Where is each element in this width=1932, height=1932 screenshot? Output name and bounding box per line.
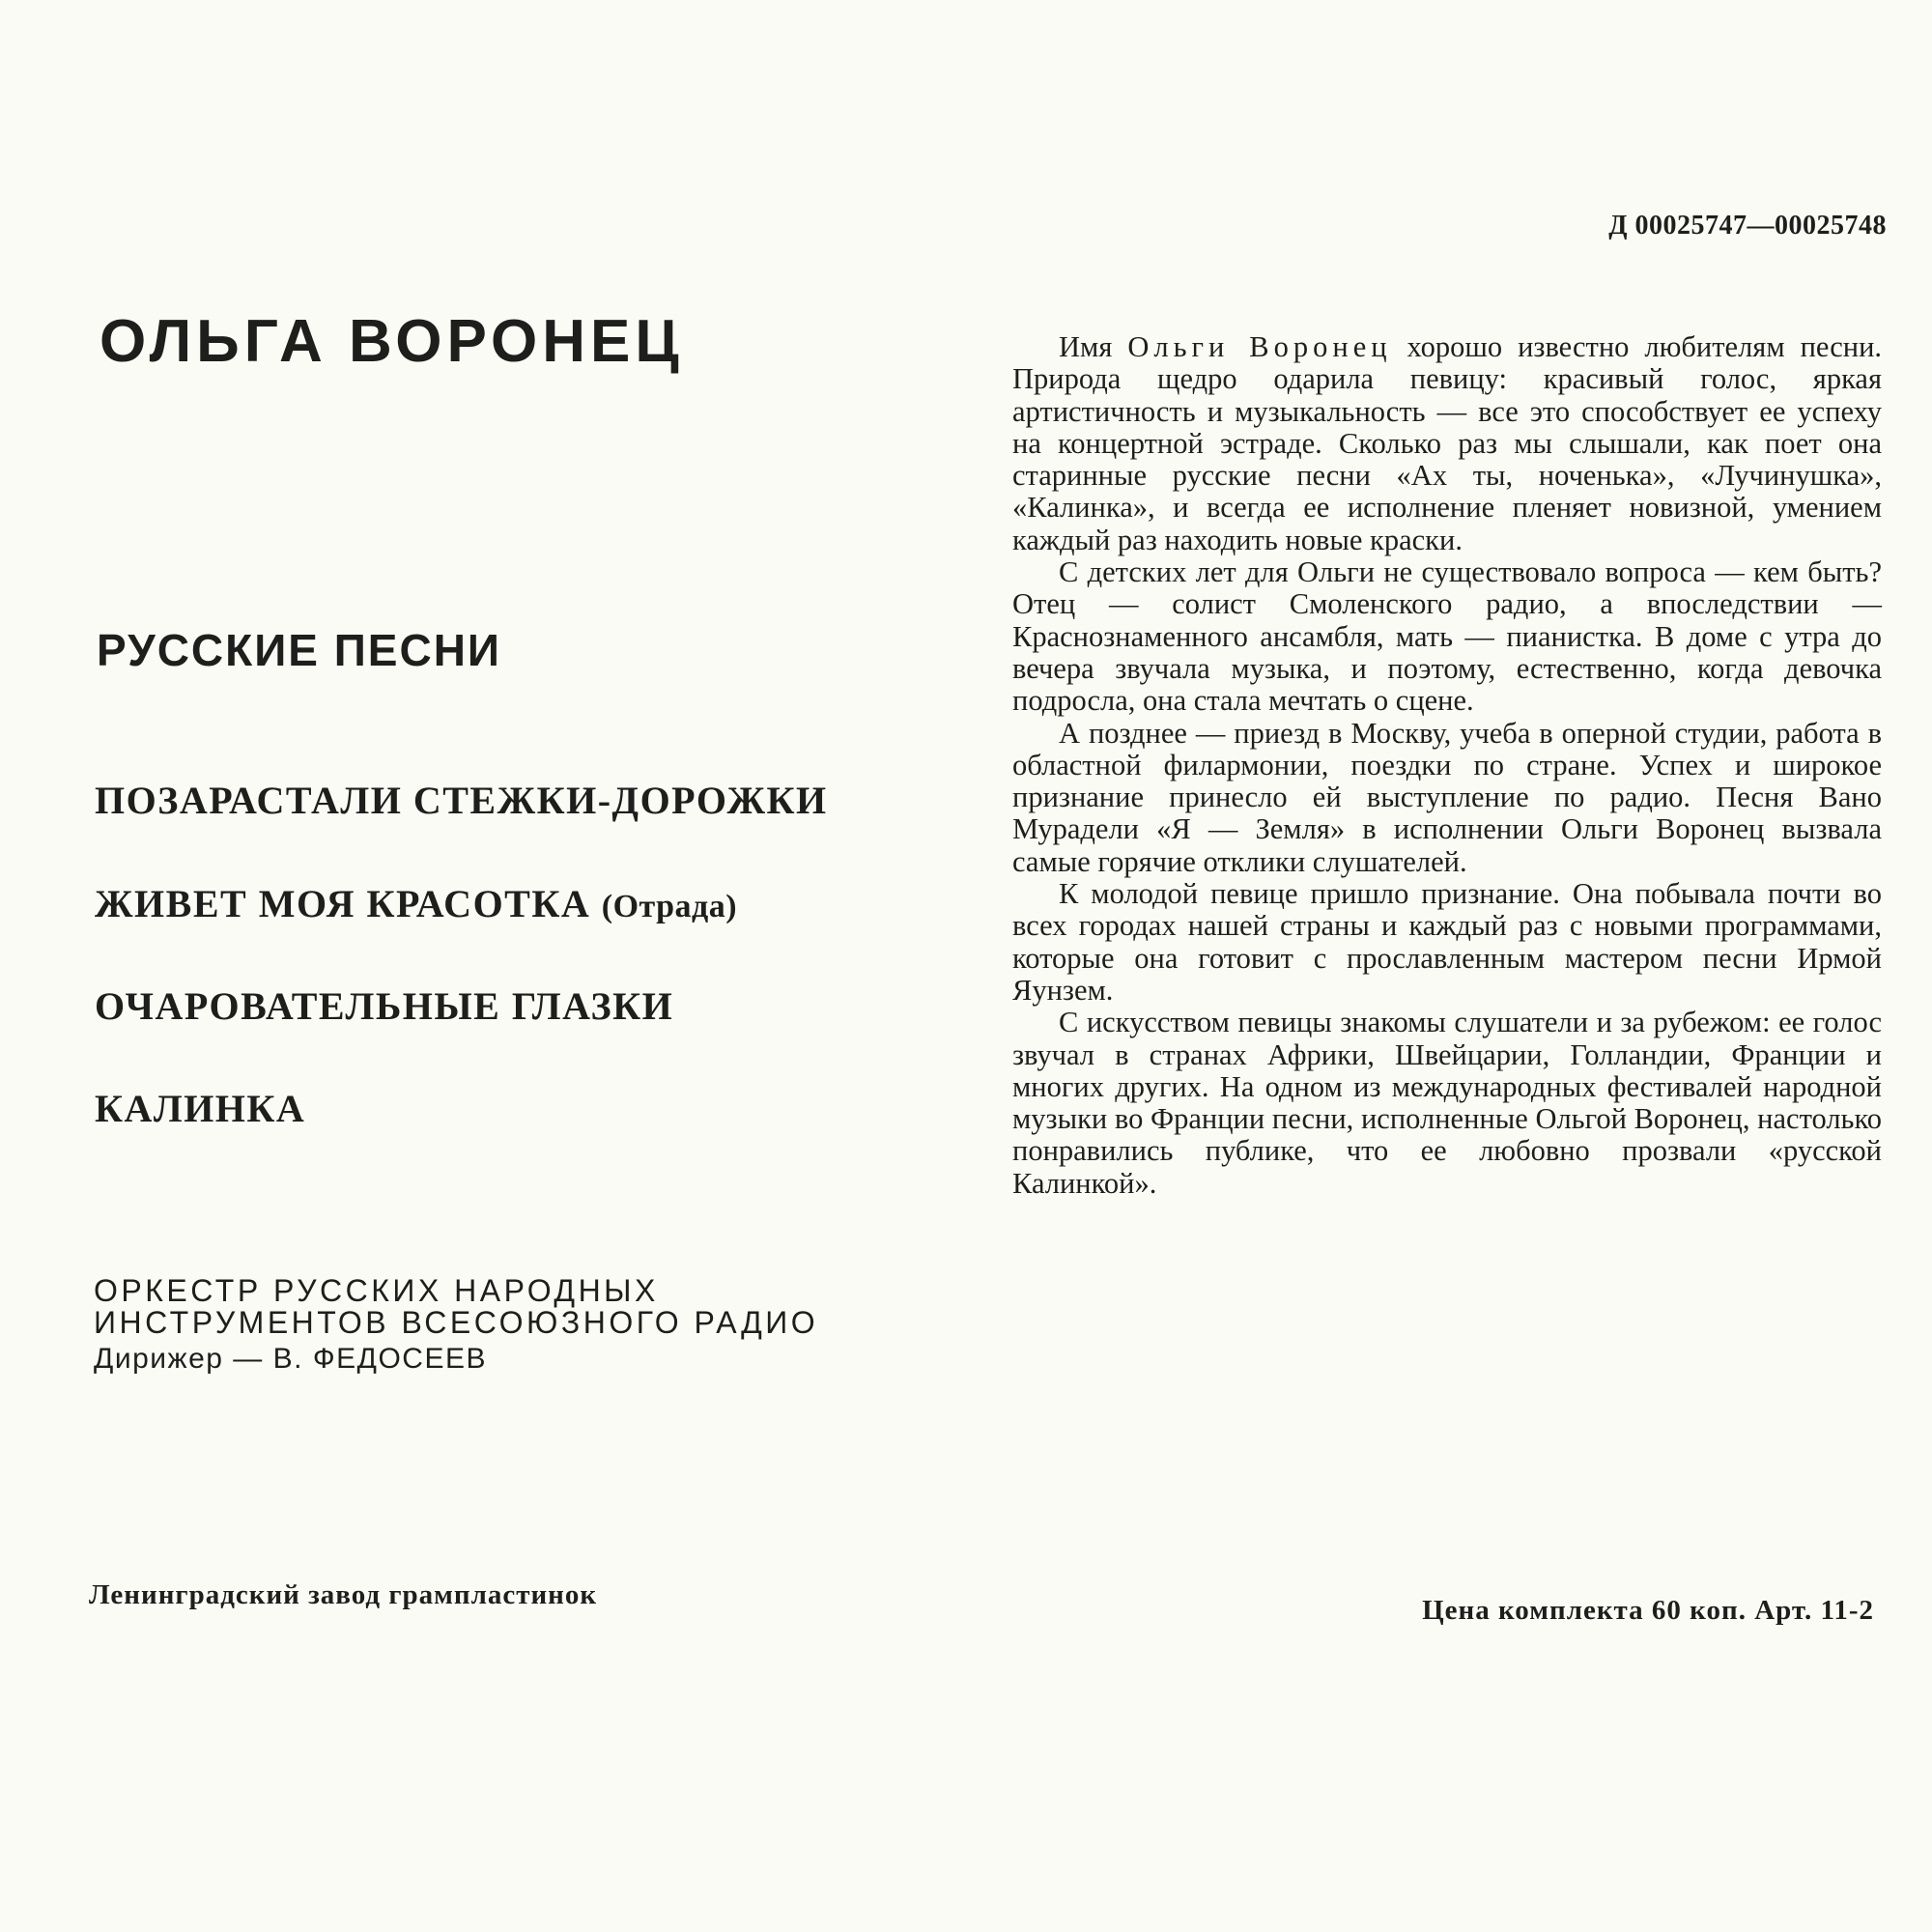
track-title: ЖИВЕТ МОЯ КРАСОТКА	[95, 882, 591, 925]
conductor-line	[94, 1343, 818, 1375]
conductor-name: ФЕДОСЕЕВ	[312, 1343, 487, 1375]
artist-name-inline: Ольги Воронец	[1127, 330, 1392, 363]
article-paragraph: С искусством певицы знакомы слушатели и за рубежом: ее голос звучал в странах Африки, Швейцарии, Голландии, Франции и многих других. На одном из международных фестивалей народной музыки во Франции песни, исполненные Ольгой Воронец, настолько понравились публике, что ее любовно прозвали «русской Калинкой».	[1012, 1006, 1882, 1200]
article-paragraph: С детских лет для Ольги не существовало вопроса — кем быть? Отец — солист Смоленского радио, а впоследствии — Краснознаменного ансамбля, мать — пианистка. В доме с утра до вечера звучала музыка, и поэтому, естественно, когда девочка подросла, она стала мечтать о сцене.	[1012, 555, 1882, 718]
price-info: Цена комплекта 60 коп. Арт. 11-2	[1422, 1595, 1874, 1626]
track-item	[95, 983, 673, 1029]
artist-name: ОЛЬГА ВОРОНЕЦ	[99, 308, 684, 375]
conductor-label: Дирижер — В.	[94, 1343, 303, 1375]
orchestra-line-2: ИНСТРУМЕНТОВ ВСЕСОЮЗНОГО РАДИО	[94, 1305, 819, 1340]
track-title: КАЛИНКА	[95, 1087, 306, 1130]
track-title: ОЧАРОВАТЕЛЬНЫЕ ГЛАЗКИ	[95, 984, 674, 1028]
credits-block	[94, 1275, 818, 1375]
manufacturer: Ленинградский завод грампластинок	[89, 1579, 598, 1610]
track-title: ПОЗАРАСТАЛИ СТЕЖКИ-ДОРОЖКИ	[95, 779, 828, 822]
article-paragraph: К молодой певице пришло признание. Она побывала почти во всех городах нашей страны и каждый раз с новыми программами, которые она готовит с прославленным мастером песни Ирмой Яунзем.	[1012, 877, 1882, 1007]
track-item	[95, 881, 737, 926]
liner-notes	[1012, 331, 1882, 1200]
orchestra-line-1: ОРКЕСТР РУССКИХ НАРОДНЫХ	[94, 1273, 659, 1308]
article-paragraph: А позднее — приезд в Москву, учеба в оперной студии, работа в областной филармонии, поездки по стране. Успех и широкое признание принесло ей выступление по радио. Песня Вано Мурадели «Я — Земля» в исполнении Ольги Воронец вызвала самые горячие отклики слушателей.	[1012, 716, 1882, 878]
article-lead: Имя	[1059, 330, 1113, 363]
track-item	[95, 778, 828, 823]
catalog-number: Д 00025747—00025748	[1608, 211, 1887, 241]
track-note: (Отрада)	[601, 889, 738, 924]
article-paragraph: Имя Ольги Воронец хорошо известно любителям песни. Природа щедро одарила певицу: красивый голос, яркая артистичность и музыкальность — все это способствует ее успеху на концертной эстраде. Сколько раз мы слышали, как поет она старинные русские песни «Ах ты, ноченька», «Лучинушка», «Калинка», и всегда ее исполнение пленяет новизной, умением каждый раз находить новые краски.	[1012, 330, 1883, 556]
track-item	[95, 1086, 305, 1131]
album-subtitle: РУССКИЕ ПЕСНИ	[97, 625, 501, 675]
